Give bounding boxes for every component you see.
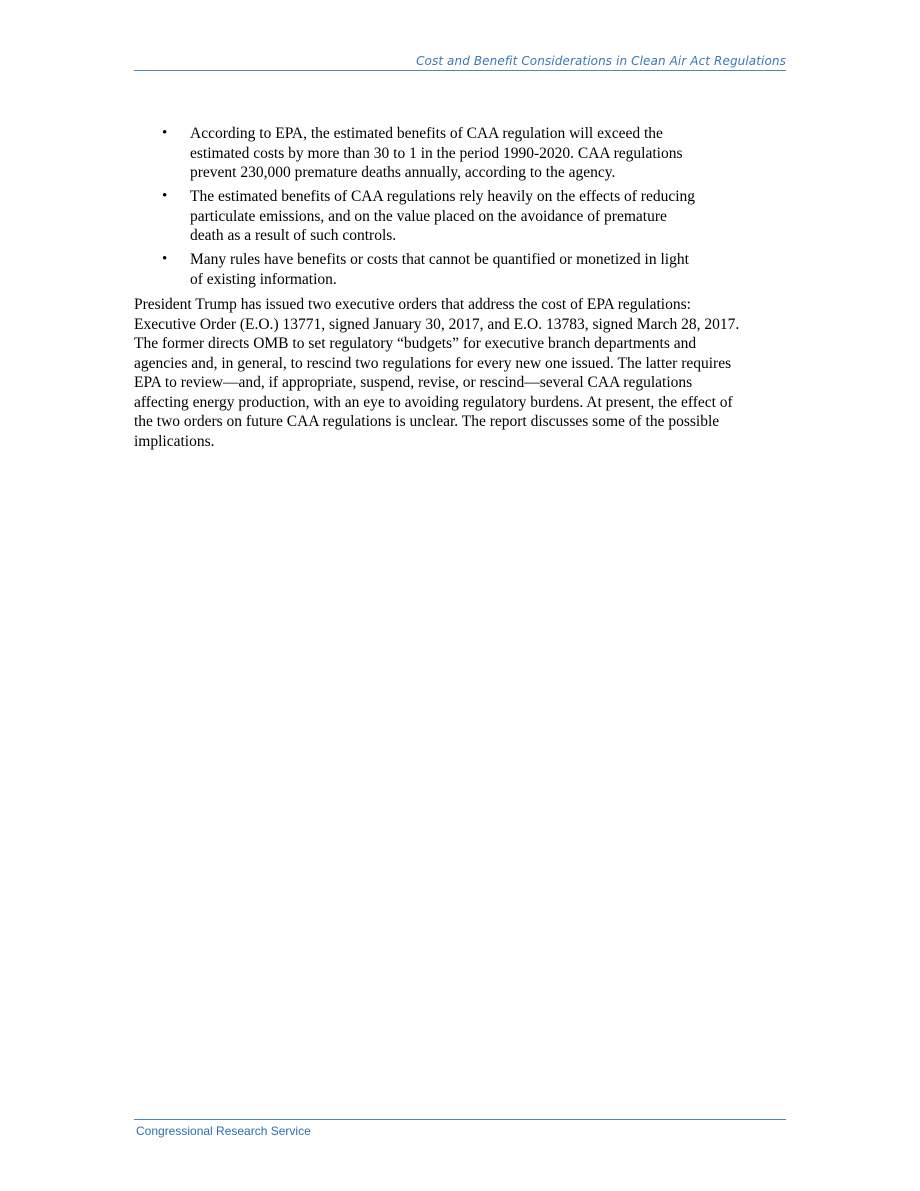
paragraph-line: agencies and, in general, to rescind two regulations for every new one issued. The latter requires <box>134 354 732 372</box>
paragraph-line: Executive Order (E.O.) 13771, signed January 30, 2017, and E.O. 13783, signed March 28, 2017. <box>134 315 740 333</box>
bullet-item-3 <box>134 250 786 289</box>
bullet-line: The estimated benefits of CAA regulations rely heavily on the effects of reducing <box>190 188 696 205</box>
bullet-text <box>190 124 786 183</box>
paragraph-line: EPA to review—and, if appropriate, suspend, revise, or rescind—several CAA regulations <box>134 374 693 391</box>
bullet-line: According to EPA, the estimated benefits of CAA regulation will exceed the <box>190 125 663 142</box>
paragraph-line: the two orders on future CAA regulations is unclear. The report discusses some of the possible <box>134 413 720 430</box>
bullet-text <box>190 187 786 246</box>
executive-orders-paragraph <box>134 295 794 451</box>
summary-bullet-list <box>134 124 786 294</box>
footer-organization: Congressional Research Service <box>136 1124 311 1138</box>
bullet-marker: • <box>162 125 168 141</box>
paragraph-line: affecting energy production, with an eye to avoiding regulatory burdens. At present, the effect of <box>134 393 733 411</box>
paragraph-line: President Trump has issued two executive orders that address the cost of EPA regulations: <box>134 296 691 313</box>
running-header <box>134 54 786 71</box>
page-footer <box>134 1119 786 1138</box>
bullet-line: estimated costs by more than 30 to 1 in the period 1990-2020. CAA regulations <box>190 144 683 162</box>
bullet-text <box>190 250 786 289</box>
bullet-item-1 <box>134 124 786 183</box>
bullet-line: particulate emissions, and on the value placed on the avoidance of premature <box>190 207 667 225</box>
bullet-line: of existing information. <box>190 270 337 288</box>
bullet-marker: • <box>162 251 168 267</box>
running-header-title: Cost and Benefit Considerations in Clean Air Act Regulations <box>416 54 786 68</box>
paragraph-line: implications. <box>134 432 215 450</box>
bullet-line: death as a result of such controls. <box>190 227 397 244</box>
bullet-line: Many rules have benefits or costs that cannot be quantified or monetized in light <box>190 251 689 268</box>
paragraph-line: The former directs OMB to set regulatory “budgets” for executive branch departments and <box>134 335 697 352</box>
bullet-item-2 <box>134 187 786 246</box>
bullet-line: prevent 230,000 premature deaths annually, according to the agency. <box>190 164 616 181</box>
bullet-marker: • <box>162 188 168 204</box>
